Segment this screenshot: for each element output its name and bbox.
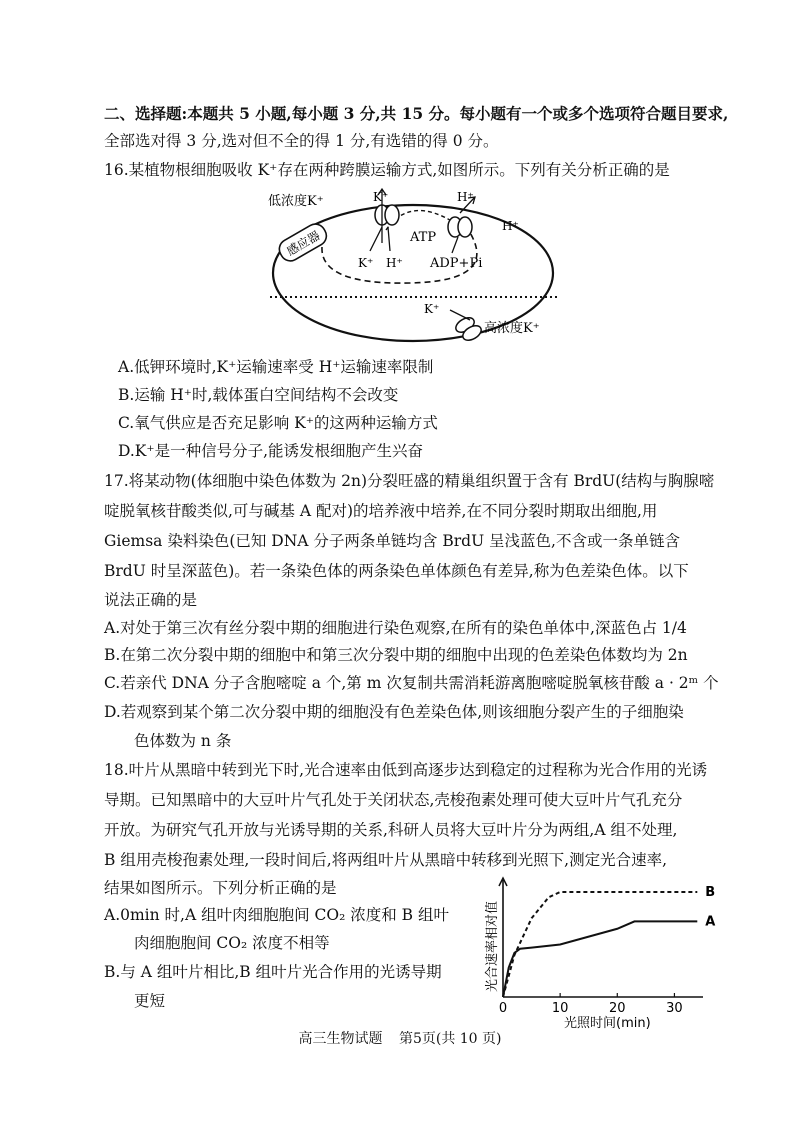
q17-line-5: 说法正确的是: [104, 591, 198, 609]
k-bottom-label: K⁺: [358, 256, 374, 270]
x-tick-label: 30: [666, 1001, 683, 1016]
q18-line-2: 导期。已知黑暗中的大豆叶片气孔处于关闭状态,壳梭孢素处理可使大豆叶片气孔充分: [104, 791, 683, 809]
q17-line-3: Giemsa 染料染色(已知 DNA 分子两条单链均含 BrdU 呈浅蓝色,不含或一条单链含: [104, 532, 680, 550]
q16-option-b: B.运输 H⁺时,载体蛋白空间结构不会改变: [118, 386, 399, 404]
q16-option-d: D.K⁺是一种信号分子,能诱发根细胞产生兴奋: [118, 442, 423, 460]
h-right-label: H⁺: [502, 219, 519, 233]
q16-membrane-diagram: [260, 185, 570, 345]
section-heading-line1: 二、选择题:本题共 5 小题,每小题 3 分,共 15 分。每小题有一个或多个选项符合题目要求,: [104, 104, 729, 123]
q18-photosynthesis-chart: [478, 872, 718, 1032]
q16-option-a: A.低钾环境时,K⁺运输速率受 H⁺运输速率限制: [118, 358, 434, 376]
transporter-atpase: [448, 197, 475, 253]
atp-label: ATP: [410, 230, 437, 245]
q16-option-c: C.氧气供应是否充足影响 K⁺的这两种运输方式: [118, 414, 438, 432]
q17-option-d: D.若观察到某个第二次分裂中期的细胞没有色差染色体,则该细胞分裂产生的子细胞染: [104, 703, 684, 721]
y-axis-label: 光合速率相对值: [485, 900, 500, 992]
series-line-A: [503, 921, 697, 997]
k-lower-label: K⁺: [424, 302, 440, 316]
sensor-label: 感应器: [284, 228, 323, 259]
q18-line-5: 结果如图所示。下列分析正确的是: [104, 879, 337, 897]
low-conc-label: 低浓度K⁺: [268, 194, 324, 209]
q17-line-1: 17.将某动物(体细胞中染色体数为 2n)分裂旺盛的精巢组织置于含有 BrdU(结构与胸腺嘧: [104, 472, 715, 490]
q18-option-a: A.0min 时,A 组叶肉细胞胞间 CO₂ 浓度和 B 组叶: [104, 906, 449, 924]
footer-title: 高三生物试题: [298, 1031, 383, 1047]
q17-line-2: 啶脱氧核苷酸类似,可与碱基 A 配对)的培养液中培养,在不同分裂时期取出细胞,用: [104, 502, 658, 520]
q18-line-3: 开放。为研究气孔开放与光诱导期的关系,科研人员将大豆叶片分为两组,A 组不处理,: [104, 821, 678, 839]
footer-page: 第5页(共 10 页): [398, 1031, 502, 1047]
q18-line-4: B 组用壳梭孢素处理,一段时间后,将两组叶片从黑暗中转移到光照下,测定光合速率,: [104, 851, 668, 869]
series-label-A: A: [705, 914, 716, 930]
q18-option-a-cont: 肉细胞胞间 CO₂ 浓度不相等: [134, 934, 330, 952]
x-tick-label: 10: [551, 1001, 569, 1016]
series-line-B: [503, 892, 697, 997]
h-top-label: H⁺: [457, 190, 474, 204]
q18-line-1: 18.叶片从黑暗中转到光下时,光合速率由低到高逐步达到稳定的过程称为光合作用的光诱: [104, 761, 708, 779]
q16-stem: 16.某植物根细胞吸收 K⁺存在两种跨膜运输方式,如图所示。下列有关分析正确的是: [104, 161, 670, 179]
q17-line-4: BrdU 时呈深蓝色)。若一条染色体的两条染色单体颜色有差异,称为色差染色体。以下: [104, 562, 689, 580]
k-top-label: K⁺: [373, 190, 389, 204]
series-label-B: B: [705, 885, 716, 900]
q17-option-a: A.对处于第三次有丝分裂中期的细胞进行染色观察,在所有的染色单体中,深蓝色占 1/4: [104, 619, 687, 637]
q18-option-b-cont: 更短: [134, 992, 166, 1010]
q17-option-b: B.在第二次分裂中期的细胞中和第三次分裂中期的细胞中出现的色差染色体数均为 2n: [104, 646, 688, 664]
section-heading-line2: 全部选对得 3 分,选对但不全的得 1 分,有选错的得 0 分。: [104, 132, 499, 150]
x-tick-label: 0: [498, 1001, 508, 1016]
q17-option-d-cont: 色体数为 n 条: [134, 732, 232, 750]
x-tick-label: 20: [609, 1001, 626, 1016]
q17-option-c: C.若亲代 DNA 分子含胞嘧啶 a 个,第 m 次复制共需消耗游离胞嘧啶脱氧核苷酸 a · 2ᵐ 个: [104, 674, 719, 692]
page-footer: [0, 1028, 800, 1048]
adp-pi-label: ADP+Pi: [430, 256, 483, 271]
high-conc-label: 高浓度K⁺: [484, 321, 540, 336]
h-bottom-label: H⁺: [386, 256, 403, 270]
x-axis-label: 光照时间(min): [564, 1016, 651, 1031]
q18-option-b: B.与 A 组叶片相比,B 组叶片光合作用的光诱导期: [104, 963, 442, 981]
